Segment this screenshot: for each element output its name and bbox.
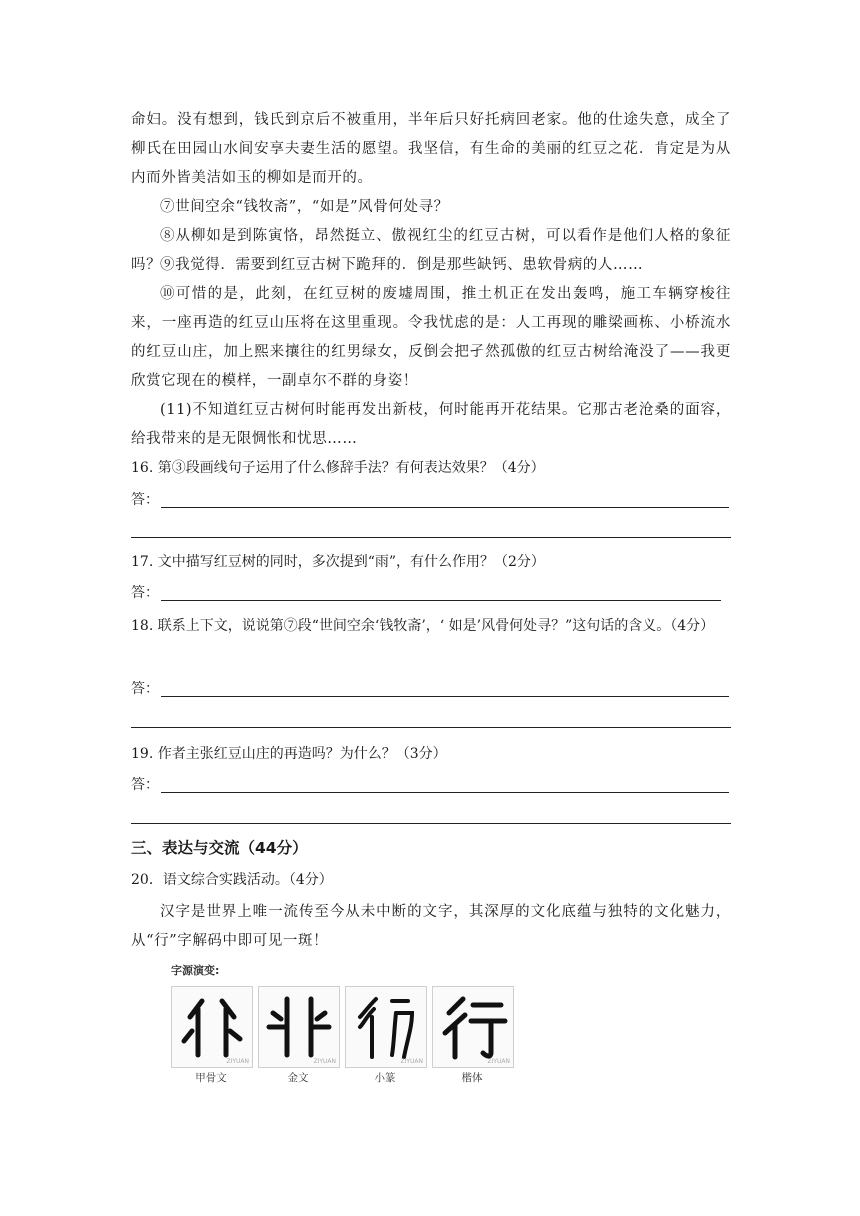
answer-line-full[interactable] [131,727,731,728]
glyph-small-seal [345,986,427,1068]
passage-paragraph-7: ⑦世间空余“钱牧斋”，“如是”风骨何处寻？ [160,199,449,215]
answer-label: 答： [131,585,159,601]
answer-line[interactable] [161,507,729,508]
question-18: 18. 联系上下文，说说第⑦段“世间空余‘钱牧斋’，‘ 如是’风骨何处寻？”这句话的含义。（4分） [131,618,715,634]
oracle-bone-xing-icon [172,987,252,1067]
answer-label: 答： [131,777,159,793]
section-intro: 汉字是世界上唯一流传至今从未中断的文字，其深厚的文化底蕴与独特的文化魅力，从“行”字解码中即可见一斑！ [131,904,731,949]
answer-row-16[interactable] [131,488,731,512]
answer-label: 答： [131,681,159,697]
watermark: ZIYUAN [226,1058,249,1065]
passage-paragraph-10: ⑩可惜的是，此刻，在红豆树的废墟周围，推土机正在发出轰鸣，施工车辆穿梭往来，一座再造的红豆山压将在这里重现。令我忧虑的是：人工再现的雕梁画栋、小桥流水的红豆山庄，加上熙来攘往的红男绿女，反倒会把孑然孤傲的红豆古树给淹没了——我更欣赏它现在的模样，一副卓尔不群的身姿！ [131,286,731,389]
answer-line[interactable] [161,792,729,793]
section-title: 三、表达与交流（44分） [131,839,308,857]
small-seal-xing-icon [346,987,426,1067]
bronze-xing-icon [259,987,339,1067]
watermark: ZIYUAN [487,1058,510,1065]
label-oracle-bone: 甲骨文 [195,1072,227,1084]
regular-script-xing-icon [433,987,513,1067]
passage-paragraph-8: ⑧从柳如是到陈寅恪，昂然挺立、傲视红尘的红豆古树，可以看作是他们人格的象征吗？ [131,228,731,273]
watermark: ZIYUAN [313,1058,336,1065]
question-20: 20．语文综合实践活动。（4分） [131,872,333,888]
glyph-regular-script [432,986,514,1068]
passage-paragraph-11: (11)不知道红豆古树何时能再发出新枝，何时能再开花结果。它那古老沧桑的面容，给我带来的是无限惆怅和忧思…… [131,402,731,447]
passage-paragraph-continued: 命妇。没有想到，钱氏到京后不被重用，半年后只好托病回老家。他的仕途失意，成全了柳氏在田园山水间安享夫妻生活的愿望。我坚信，有生命的美丽的红豆之花．肯定是为从内而外皆美洁如玉的柳如是而开的。 [131,112,731,186]
glyph-oracle-bone [171,986,253,1068]
glyph-bronze [258,986,340,1068]
question-19: 19. 作者主张红豆山庄的再造吗？为什么？（3分） [131,746,447,762]
character-evolution-figure [163,962,533,1090]
label-small-seal: 小篆 [374,1072,396,1084]
answer-label: 答： [131,492,159,508]
answer-row-17[interactable] [131,581,731,605]
answer-line[interactable] [161,600,721,601]
label-bronze: 金文 [287,1072,309,1084]
question-17: 17. 文中描写红豆树的同时，多次提到“雨”，有什么作用？（2分） [131,554,545,570]
answer-line-full[interactable] [131,537,731,538]
label-regular-script: 楷体 [461,1072,483,1084]
passage-paragraph-9: ⑨我觉得．需要到红豆古树下跪拜的．倒是那些缺钙、患软骨病的人…… [160,257,644,273]
answer-row-19[interactable] [131,773,731,797]
figure-title: 字源演变: [171,964,220,977]
answer-row-18[interactable] [131,677,731,701]
answer-line[interactable] [161,696,729,697]
watermark: ZIYUAN [400,1058,423,1065]
question-16: 16. 第③段画线句子运用了什么修辞手法？有何表达效果？（4分） [131,460,545,476]
answer-line-full[interactable] [131,823,731,824]
